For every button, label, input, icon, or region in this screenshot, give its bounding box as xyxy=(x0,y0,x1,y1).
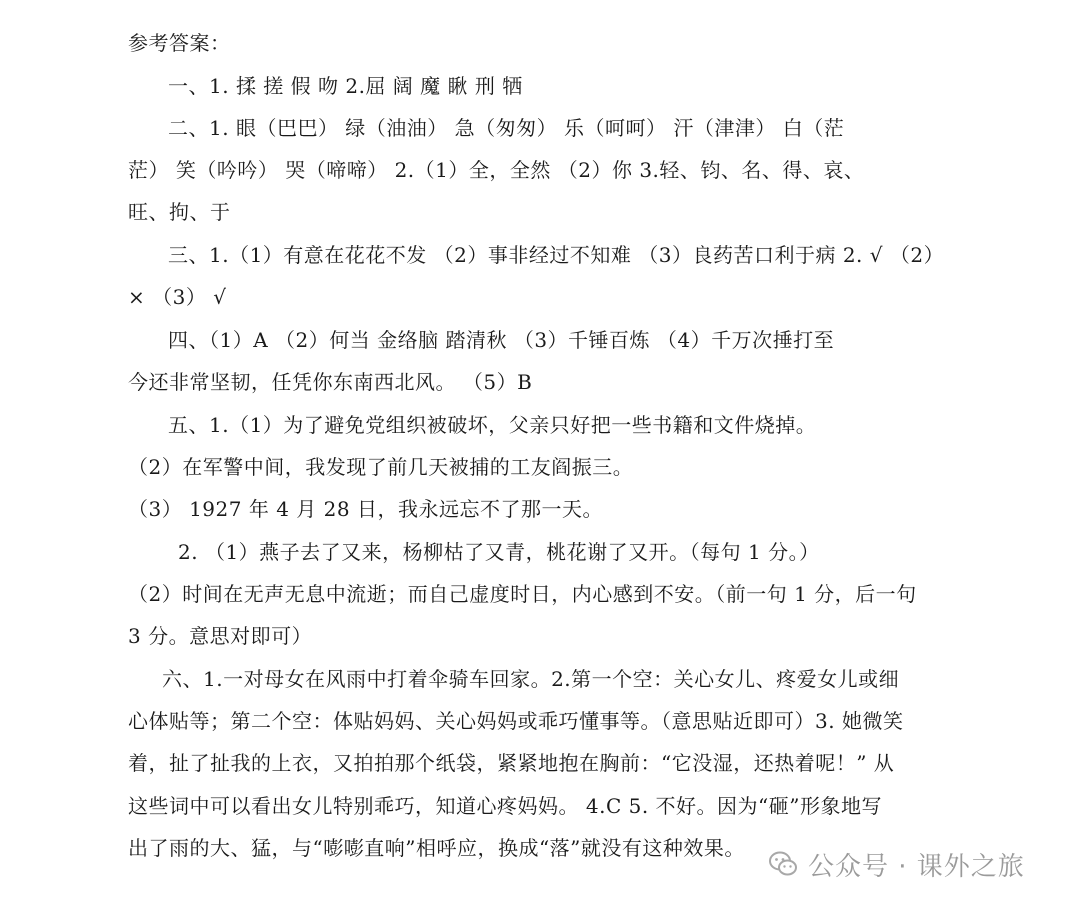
answer-line: 出了雨的大、猛，与“嘭嘭直响”相呼应，换成“落”就没有这种效果。 xyxy=(128,836,745,860)
wechat-watermark xyxy=(768,842,1025,886)
answer-line: （2）在军警中间，我发现了前几天被捕的工友阎振三。 xyxy=(128,455,634,479)
answer-line: 二、1. 眼（巴巴） 绿（油油） 急（匆匆） 乐（呵呵） 汗（津津） 白（茫 xyxy=(168,116,845,140)
answer-heading: 参考答案： xyxy=(128,31,231,55)
answer-line: × （3） √ xyxy=(128,285,227,309)
answer-line: 六、1.一对母女在风雨中打着伞骑车回家。2.第一个空：关心女儿、疼爱女儿或细 xyxy=(162,667,900,691)
answer-line: 四、（1）A （2）何当 金络脑 踏清秋 （3）千锤百炼 （4）千万次捶打至 xyxy=(168,328,835,352)
answer-line: 2. （1）燕子去了又来，杨柳枯了又青，桃花谢了又开。（每句 1 分。） xyxy=(178,540,820,564)
answer-line: 这些词中可以看出女儿特别乖巧，知道心疼妈妈。 4.C 5. 不好。因为“砸”形象地写 xyxy=(128,794,882,818)
answer-line: 旺、拘、于 xyxy=(128,200,231,224)
answer-line: （2）时间在无声无息中流逝；而自己虚度时日，内心感到不安。（前一句 1 分，后一句 xyxy=(128,582,917,606)
answer-line: 茫） 笑（吟吟） 哭（啼啼） 2.（1）全，全然 （2）你 3.轻、钧、名、得、哀、 xyxy=(128,158,865,182)
answer-line: 3 分。意思对即可） xyxy=(128,624,313,648)
answer-line: 着，扯了扯我的上衣，又拍拍那个纸袋，紧紧地抱在胸前：“它没湿，还热着呢！” 从 xyxy=(128,751,895,775)
answer-line: 五、1.（1）为了避免党组织被破坏，父亲只好把一些书籍和文件烧掉。 xyxy=(168,413,817,437)
answer-line: （3） 1927 年 4 月 28 日，我永远忘不了那一天。 xyxy=(128,497,603,521)
answer-line: 心体贴等；第二个空：体贴妈妈、关心妈妈或乖巧懂事等。（意思贴近即可）3. 她微笑 xyxy=(128,709,904,733)
answer-line: 三、1.（1）有意在花花不发 （2）事非经过不知难 （3）良药苦口利于病 2. √ （2） xyxy=(168,243,945,267)
watermark-text: 公众号 · 课外之旅 xyxy=(808,851,1025,882)
answer-line: 今还非常坚韧，任凭你东南西北风。 （5）B xyxy=(128,370,533,394)
wechat-icon xyxy=(768,849,798,879)
answer-line: 一、1. 揉 搓 假 吻 2.屈 阔 魔 瞅 刑 牺 xyxy=(168,74,523,98)
